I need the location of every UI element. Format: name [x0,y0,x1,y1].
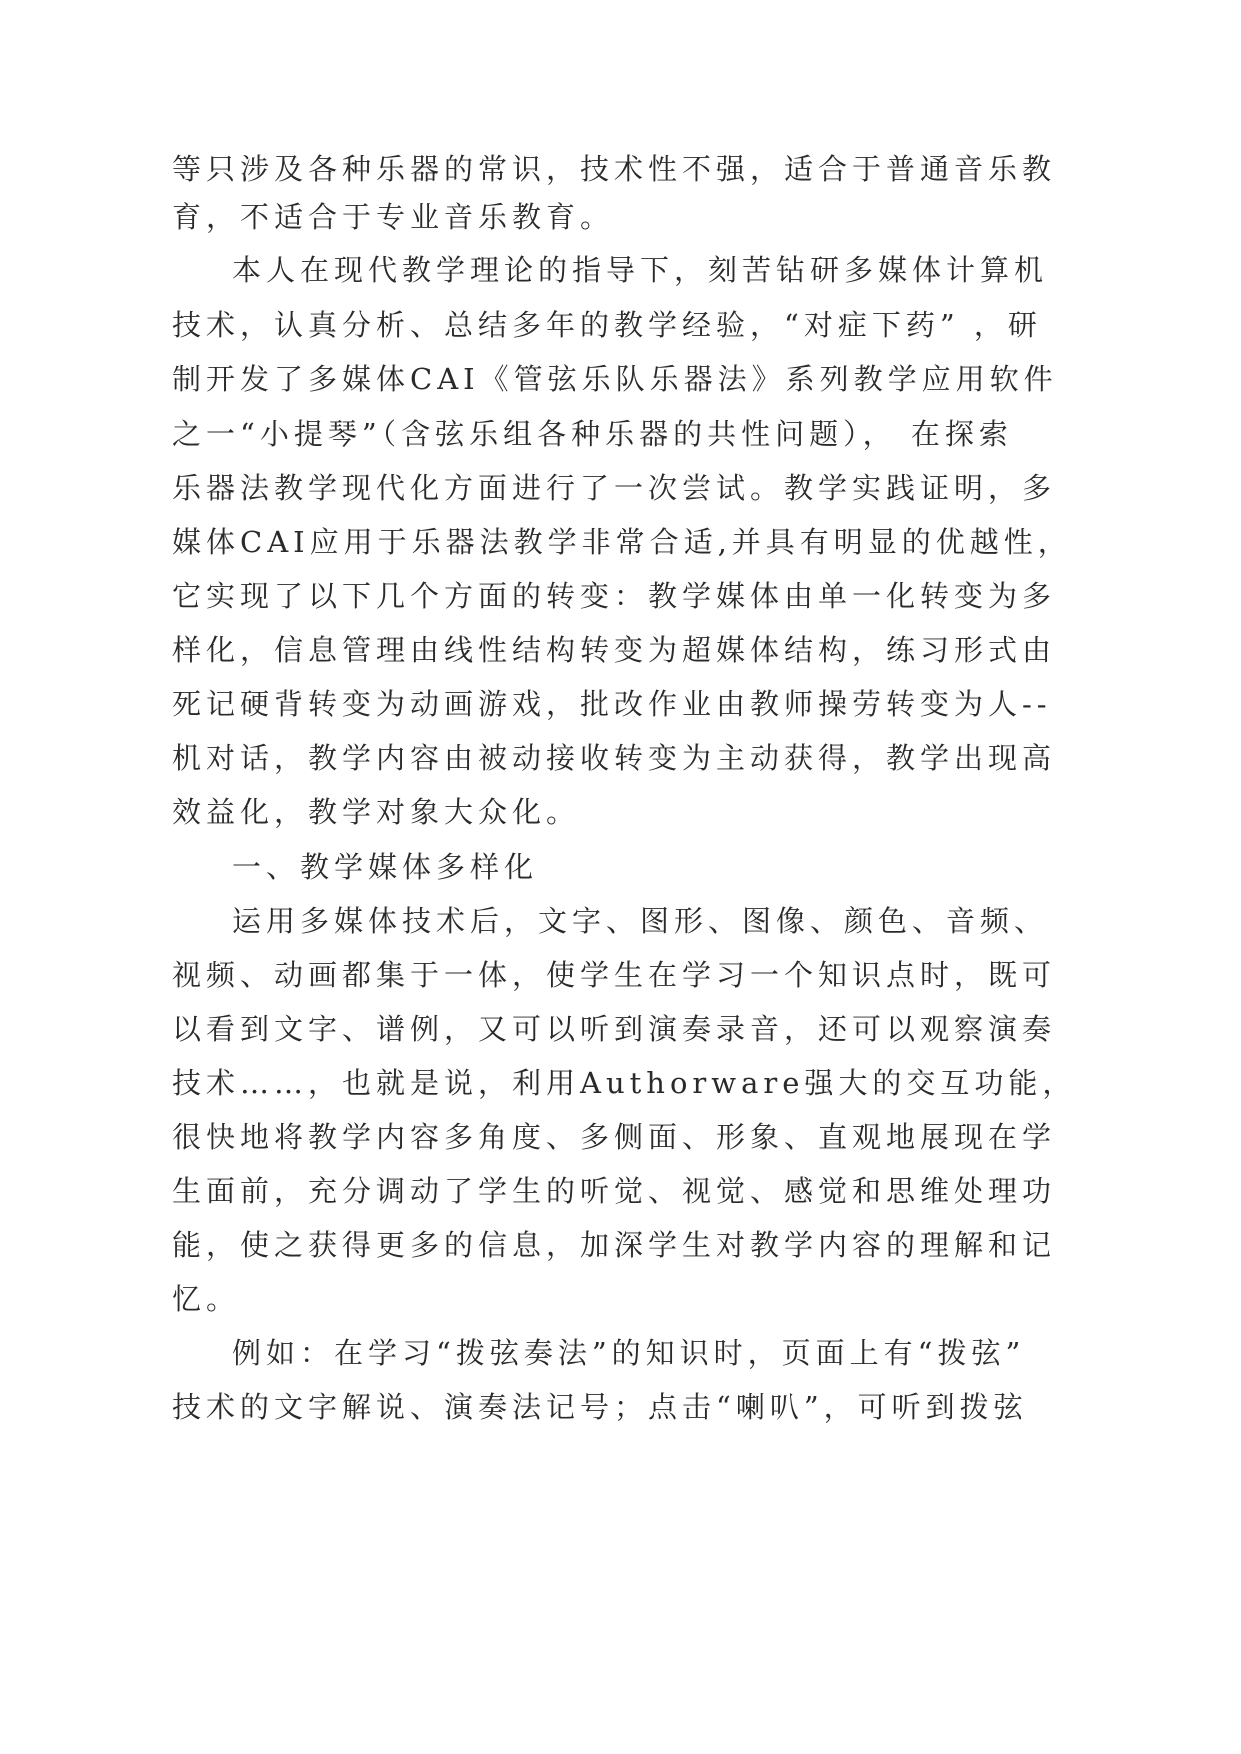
section-heading: 一、教学媒体多样化 [232,850,539,884]
text-line: 忆。 [172,1282,241,1316]
text-line: 机对话，教学内容由被动接收转变为主动获得，教学出现高 [172,741,1057,775]
text-line: 之一“小提琴”（含弦乐组各种乐器的共性问题）， 在探索 [172,417,1013,451]
text-line: 技术，认真分析、总结多年的教学经验，“对症下药” ，研 [172,308,1042,342]
text-line: 样化，信息管理由线性结构转变为超媒体结构，练习形式由 [172,633,1057,667]
text-line: 视频、动画都集于一体，使学生在学习一个知识点时，既可 [172,958,1057,992]
text-line: 制开发了多媒体CAI《管弦乐队乐器法》系列教学应用软件 [172,362,1058,396]
text-line: 媒体CAI应用于乐器法教学非常合适,并具有明显的优越性， [172,525,1072,559]
text-line: 育，不适合于专业音乐教育。 [172,200,615,234]
text-line: 以看到文字、谱例，又可以听到演奏录音，还可以观察演奏 [172,1012,1057,1046]
text-line: 能，使之获得更多的信息，加深学生对教学内容的理解和记 [172,1228,1057,1262]
text-line: 生面前，充分调动了学生的听觉、视觉、感觉和思维处理功 [172,1174,1057,1208]
text-line: 它实现了以下几个方面的转变：教学媒体由单一化转变为多 [172,579,1057,613]
text-line: 技术的文字解说、演奏法记号；点击“喇叭”，可听到拨弦 [172,1390,1028,1424]
text-line: 死记硬背转变为动画游戏，批改作业由教师操劳转变为人-- [172,687,1052,721]
text-line: 本人在现代教学理论的指导下，刻苦钻研多媒体计算机 [232,253,1049,287]
text-line: 乐器法教学现代化方面进行了一次尝试。教学实践证明，多 [172,471,1057,505]
text-line: 等只涉及各种乐器的常识，技术性不强，适合于普通音乐教 [172,152,1057,186]
text-line: 例如：在学习“拨弦奏法”的知识时，页面上有“拨弦” [232,1336,1026,1370]
text-line: 很快地将教学内容多角度、多侧面、形象、直观地展现在学 [172,1120,1057,1154]
text-line: 效益化，教学对象大众化。 [172,795,581,829]
text-line: 技术……，也就是说，利用Authorware强大的交互功能， [172,1066,1077,1100]
text-line: 运用多媒体技术后，文字、图形、图像、颜色、音频、 [232,904,1049,938]
